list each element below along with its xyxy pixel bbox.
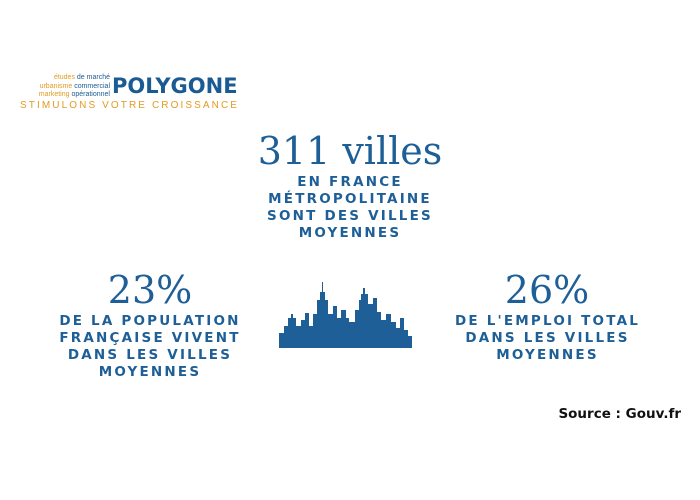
caption-line: SONT DES VILLES [267,208,433,224]
caption-line: MOYENNES [98,364,202,380]
caption-line: FRANÇAISE VIVENT [59,330,241,346]
source-credit: Source : Gouv.fr [558,406,681,422]
caption-line: MÉTROPOLITAINE [268,191,432,207]
caption-line: DE L'EMPLOI TOTAL [454,313,641,329]
caption-line: DANS LES VILLES [465,330,630,346]
caption-line: DANS LES VILLES [67,347,233,363]
main-stat-value: 311 villes [257,129,443,173]
logo-tagline [18,74,110,100]
caption-line: DE LA POPULATION [59,313,241,329]
logo-slogan: STIMULONS VOTRE CROISSANCE [20,100,240,111]
caption-line: MOYENNES [496,347,599,363]
main-stat-caption [225,174,475,242]
city-skyline-icon [279,278,412,348]
right-stat-value: 26% [504,268,590,312]
polygone-logo [18,74,240,114]
left-stat-caption [30,313,270,381]
right-stat-caption [425,313,670,364]
logo-wordmark: POLYGONE [112,74,238,98]
logo-tagline-line: études de marché [53,74,110,81]
caption-line: MOYENNES [298,225,402,241]
left-stat-value: 23% [107,268,193,312]
caption-line: EN FRANCE [297,174,403,190]
logo-tagline-line: marketing opérationnel [38,91,110,98]
logo-tagline-line: urbanisme commercial [39,82,110,90]
